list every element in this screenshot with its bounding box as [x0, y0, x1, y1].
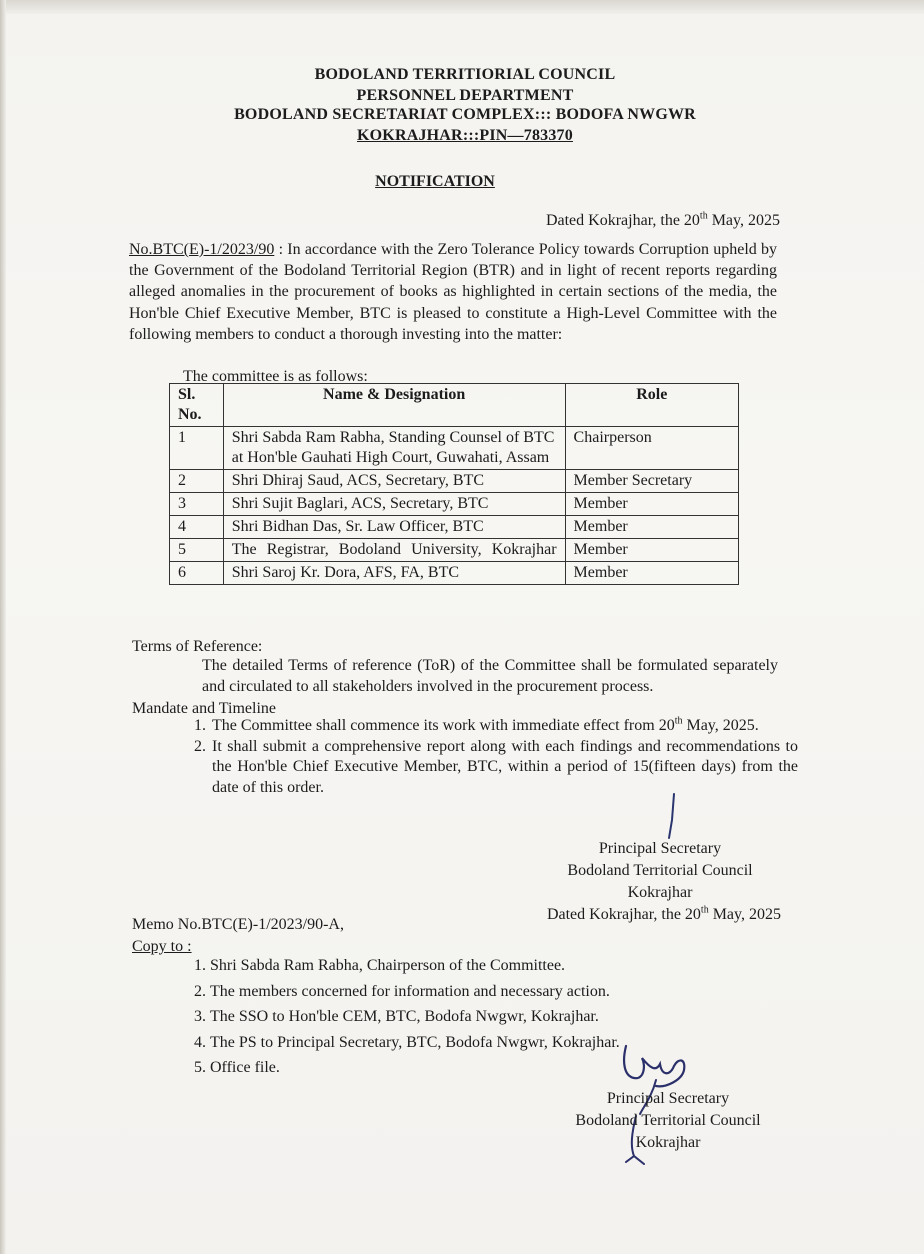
memo-dated-suffix: May, 2025 — [708, 906, 781, 923]
cell-sl: 2 — [170, 470, 224, 493]
signatory-place: Kokrajhar — [627, 884, 693, 901]
dated-line — [546, 212, 780, 230]
dated-suffix: May, 2025 — [707, 212, 780, 229]
list-item: 3. The SSO to Hon'ble CEM, BTC, Bodofa Nwgwr, Kokrajhar. — [210, 1004, 730, 1030]
terms-heading: Terms of Reference: — [132, 638, 263, 655]
mandate-list — [190, 716, 798, 798]
list-item: 5. Office file. — [210, 1055, 730, 1081]
memo-dated-sup: th — [700, 904, 709, 916]
list-item: 2. It shall submit a comprehensive report along with each findings and recommendations to the Hon'ble Chief Executive Member, BTC, within a period of 15(fifteen days) from the date of this order. — [210, 737, 798, 799]
cell-name: The Registrar, Bodoland University, Kokrajhar — [223, 539, 565, 562]
body-text: : In accordance with the Zero Tolerance Policy towards Corruption upheld by the Government of the Bodoland Territorial Region (BTR) and in light of recent reports regarding alleged anomalies in the procurement of books as highlighted in certain sections of the media, the Hon'ble Chief Executive Member, BTC is pleased to constitute a High-Level Committee with the following members to conduct a thorough investing into the matter: — [129, 241, 777, 343]
copy-to-heading: Copy to : — [132, 938, 192, 955]
signatory-block-memo — [548, 1088, 788, 1154]
scan-top-edge — [0, 0, 924, 14]
signatory-office: Bodoland Territorial Council — [567, 862, 753, 879]
cell-role: Member — [565, 539, 738, 562]
cell-name: Shri Saroj Kr. Dora, AFS, FA, BTC — [223, 562, 565, 585]
header-name: Name & Designation — [223, 384, 565, 427]
cell-sl: 6 — [170, 562, 224, 585]
cell-role: Member Secretary — [565, 470, 738, 493]
signatory-block — [540, 838, 780, 904]
cell-name: Shri Sujit Baglari, ACS, Secretary, BTC — [223, 493, 565, 516]
header-role: Role — [565, 384, 738, 427]
signatory-title: Principal Secretary — [606, 1090, 730, 1107]
table-row — [170, 562, 739, 585]
cell-sl: 4 — [170, 516, 224, 539]
memo-number: Memo No.BTC(E)-1/2023/90-A, — [132, 916, 344, 933]
cell-name: Shri Sabda Ram Rabha, Standing Counsel of BTC at Hon'ble Gauhati High Court, Guwahati, Assam — [223, 427, 565, 470]
list-item: 2. The members concerned for information and necessary action. — [210, 979, 730, 1005]
list-item: 4. The PS to Principal Secretary, BTC, Bodofa Nwgwr, Kokrajhar. — [210, 1030, 730, 1056]
mandate-item1-sup: th — [674, 715, 683, 727]
signatory-office: Bodoland Territorial Council — [575, 1112, 761, 1129]
header-council: BODOLAND TERRITIORIAL COUNCIL — [314, 66, 616, 83]
cell-name: Shri Bidhan Das, Sr. Law Officer, BTC — [223, 516, 565, 539]
signatory-place: Kokrajhar — [635, 1134, 701, 1151]
list-item — [210, 716, 798, 737]
list-item: 1. Shri Sabda Ram Rabha, Chairperson of the Committee. — [210, 953, 730, 979]
terms-text: The detailed Terms of reference (ToR) of the Committee shall be formulated separately and circulated to all stakeholders involved in the procurement process. — [202, 657, 778, 695]
scan-left-edge — [0, 0, 6, 1254]
notification-title: NOTIFICATION — [375, 173, 495, 190]
header-secretariat: BODOLAND SECRETARIAT COMPLEX::: BODOFA NWGWR — [234, 106, 696, 123]
table-header-row — [170, 384, 739, 427]
table-row — [170, 539, 739, 562]
cell-name: Shri Dhiraj Saud, ACS, Secretary, BTC — [223, 470, 565, 493]
mandate-item1-prefix: The Committee shall commence its work with immediate effect from 20 — [212, 717, 675, 734]
dated-sup: th — [699, 210, 708, 222]
cell-role: Member — [565, 493, 738, 516]
mandate-item1-suffix: May, 2025. — [682, 717, 759, 734]
cell-role: Member — [565, 562, 738, 585]
header-department: PERSONNEL DEPARTMENT — [356, 87, 574, 104]
mandate-heading: Mandate and Timeline — [132, 700, 276, 717]
memo-dated — [547, 906, 781, 924]
cell-sl: 1 — [170, 427, 224, 470]
memo-dated-prefix: Dated Kokrajhar, the 20 — [546, 906, 701, 923]
table-row — [170, 470, 739, 493]
committee-table — [169, 383, 739, 585]
reference-number: No.BTC(E)-1/2023/90 — [129, 241, 275, 258]
table-row — [170, 493, 739, 516]
dated-prefix: Dated Kokrajhar, the 20 — [545, 212, 700, 229]
cell-role: Member — [565, 516, 738, 539]
cell-sl: 5 — [170, 539, 224, 562]
notification-body — [129, 239, 777, 345]
cell-role: Chairperson — [565, 427, 738, 470]
table-row — [170, 516, 739, 539]
cell-sl: 3 — [170, 493, 224, 516]
committee-label: The committee is as follows: — [183, 368, 368, 385]
header-sl-no: Sl. No. — [170, 384, 224, 427]
table-row — [170, 427, 739, 470]
header-pin: KOKRAJHAR:::PIN—783370 — [357, 127, 573, 144]
signatory-title: Principal Secretary — [598, 840, 722, 857]
